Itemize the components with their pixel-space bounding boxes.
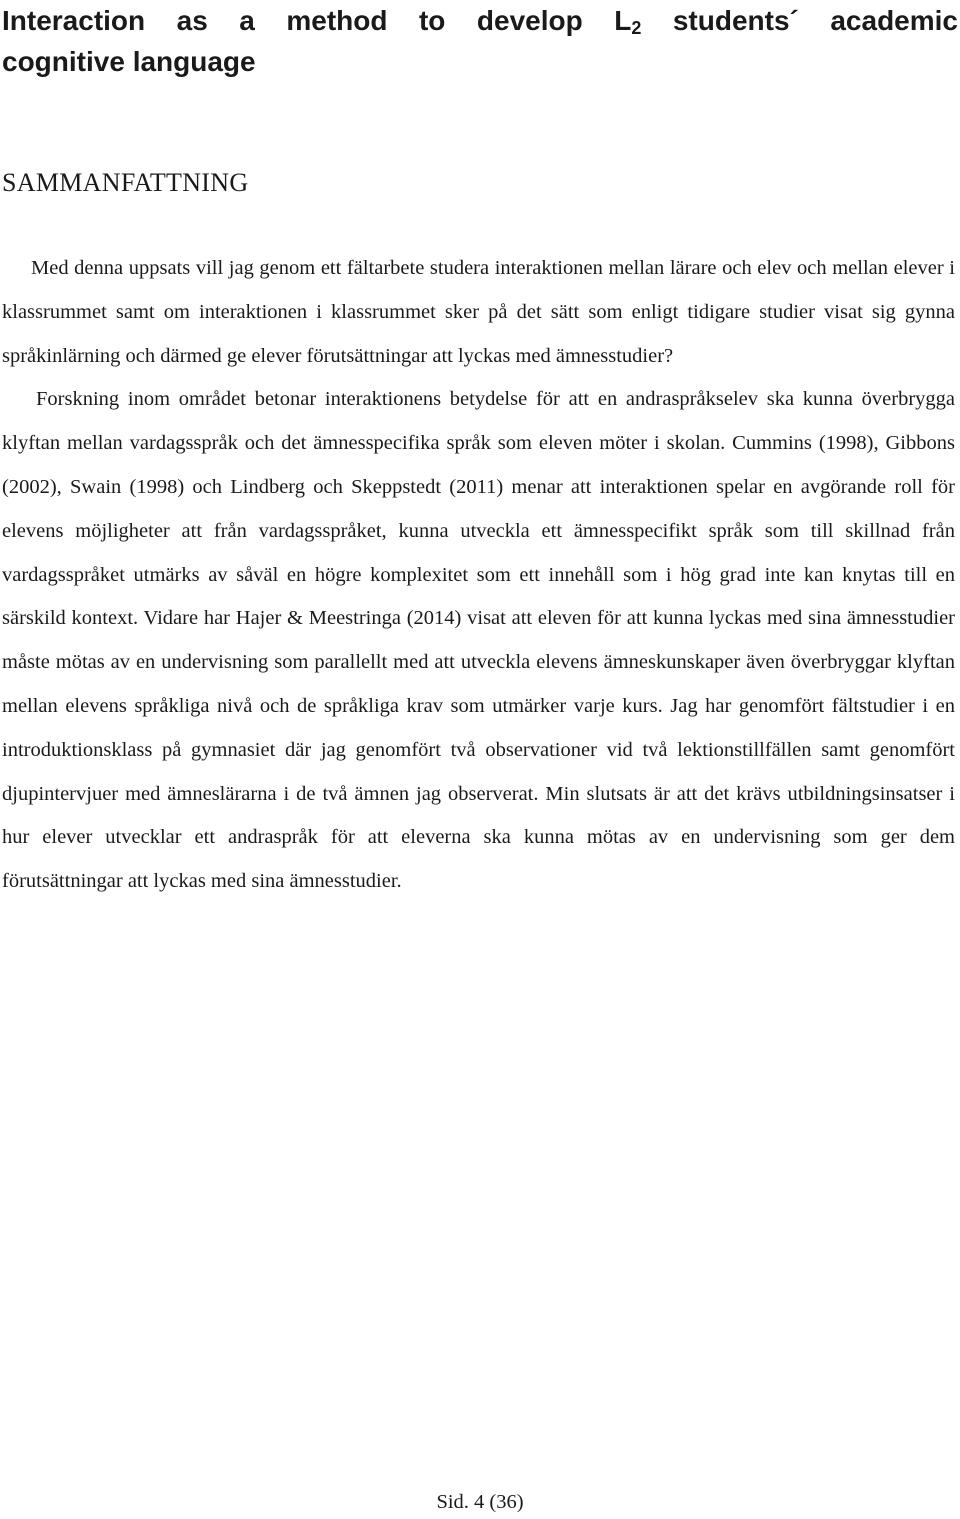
document-body — [2, 247, 955, 904]
title-subscript: 2 — [631, 18, 642, 38]
document-title — [2, 0, 958, 82]
page-number: Sid. 4 (36) — [436, 1491, 524, 1513]
title-text-part1: Interaction as a method to develop L — [2, 5, 632, 36]
title-text-part2: students´ academic — [641, 5, 958, 36]
section-heading: SAMMANFATTNING — [2, 168, 249, 197]
paragraph-2: Forskning inom området betonar interaktionens betydelse för att en andraspråkselev ska kunna överbrygga klyftan mellan vardagsspråk och det ämnesspecifika språk som eleven möter i skolan. Cummins (1998), Gibbons (2002), Swain (1998) och Lindberg och Skeppstedt (2011) menar att interaktionen spelar en avgörande roll för elevens möjligheter att från vardagsspråket, kunna utveckla ett ämnesspecifikt språk som till skillnad från vardagsspråket utmärks av såväl en högre komplexitet som ett innehåll som i hög grad inte kan knytas till en särskild kontext. Vidare har Hajer & Meestringa (2014) visat att eleven för att kunna lyckas med sina ämnesstudier måste mötas av en undervisning som parallellt med att utveckla elevens ämneskunskaper även överbryggar klyftan mellan elevens språkliga nivå och de språkliga krav som utmärker varje kurs. Jag har genomfört fältstudier i en introduktionsklass på gymnasiet där jag genomfört två observationer vid två lektionstillfällen samt genomfört djupintervjuer med ämneslärarna i de två ämnen jag observerat. Min slutsats är att det krävs utbildningsinsatser i hur elever utvecklar ett andraspråk för att eleverna ska kunna mötas av en undervisning som ger dem förutsättningar att lyckas med sina ämnesstudier. — [2, 388, 955, 893]
paragraph-1: Med denna uppsats vill jag genom ett fältarbete studera interaktionen mellan lärare och elev och mellan elever i klassrummet samt om interaktionen i klassrummet sker på det sätt som enligt tidigare studier visat sig gynna språkinlärning och därmed ge elever förutsättningar att lyckas med ämnesstudier? — [2, 257, 955, 367]
title-text-line2: cognitive language — [2, 46, 256, 77]
